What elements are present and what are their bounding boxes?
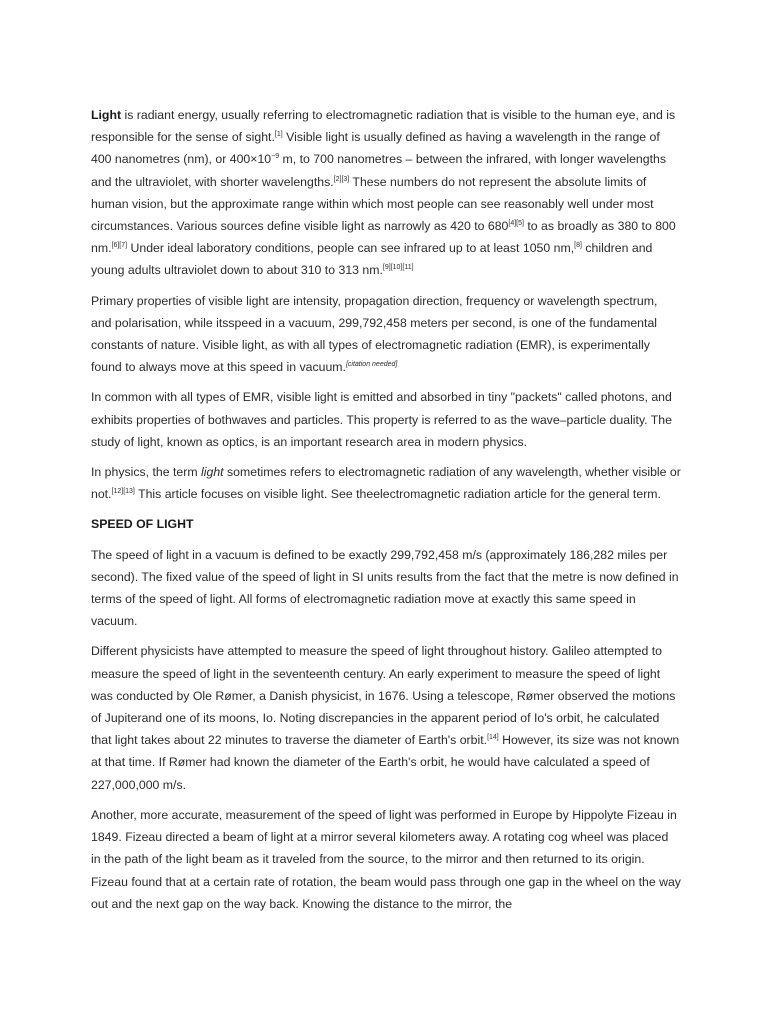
document-page: [91, 104, 681, 923]
text: Visible light is usually defined as having a wavelength in the range of 400 nanometres (nm), or 400×10: [91, 130, 660, 167]
term-light: Light: [91, 108, 122, 122]
citation-ref[interactable]: [9][10][11]: [382, 264, 414, 272]
text: children and young adults ultraviolet down to about 310 to 313 nm.: [91, 241, 653, 278]
citation-ref[interactable]: [1]: [274, 131, 283, 139]
citation-ref[interactable]: [14]: [487, 734, 499, 742]
text: This article focuses on visible light. See theelectromagnetic radiation article for the general term.: [134, 487, 661, 502]
text: is radiant energy, usually referring to electromagnetic radiation that is visible to the human eye, and is responsible for the sense of sight.: [91, 108, 676, 145]
section-heading: SPEED OF LIGHT: [91, 517, 194, 532]
paragraph-intro: [91, 104, 681, 282]
text: In physics, the term: [91, 465, 202, 480]
paragraph-history: [91, 640, 681, 795]
citation-needed[interactable]: [citation needed]: [345, 361, 398, 369]
citation-ref[interactable]: [6][7]: [111, 242, 128, 250]
exponent: −9: [271, 153, 280, 161]
text: Primary properties of visible light are intensity, propagation direction, frequency or wavelength spectrum, and polarisation, while itsspeed in a vacuum, 299,792,458 meters per second, is one of the fundamental constants of nature. Visible light, as with all types of electromagnetic radiation (EMR), is experimentally found to always move at this speed in vacuum.: [91, 293, 658, 375]
text: These numbers do not represent the absolute limits of human vision, but the approximate range within which most people can see reasonably well under most circumstances. Various sources define visible light as narrowly as 420 to 680: [91, 174, 654, 234]
term-light-italic: light: [201, 465, 224, 480]
paragraph-physics: [91, 461, 681, 505]
text: Under ideal laboratory conditions, people can see infrared up to at least 1050 nm,: [127, 241, 575, 256]
paragraph-properties: [91, 290, 681, 379]
paragraph-emr: In common with all types of EMR, visible light is emitted and absorbed in tiny "packets" called photons, and exhibits properties of bothwaves and particles. This property is referred to as the wave–particle duality. The study of light, known as optics, is an important research area in modern physics.: [91, 390, 672, 449]
paragraph-fizeau: Another, more accurate, measurement of the speed of light was performed in Europe by Hippolyte Fizeau in 1849. Fizeau directed a beam of light at a mirror several kilometers away. A rotating cog wheel was placed in the path of the light beam as it traveled from the source, to the mirror and then returned to its origin. Fizeau found that at a certain rate of rotation, the beam would pass through one gap in the wheel on the way out and the next gap on the way back. Knowing the distance to the mirror, the: [91, 807, 681, 911]
text: sometimes refers to electromagnetic radiation of any wavelength, whether visible or not.: [91, 465, 681, 502]
text: to as broadly as 380 to 800 nm.: [91, 219, 676, 256]
citation-ref[interactable]: [2][3]: [333, 175, 350, 183]
citation-ref[interactable]: [4][5]: [508, 220, 524, 228]
text: However, its size was not known at that time. If Rømer had known the diameter of the Earth's orbit, he would have calculated a speed of 227,000,000 m/s.: [91, 733, 680, 792]
text: Different physicists have attempted to measure the speed of light throughout history. Galileo attempted to measure the speed of light in the seventeenth century. An early experiment to measure the speed of light was conducted by Ole Rømer, a Danish physicist, in 1676. Using a telescope, Rømer observed the motions of Jupiterand one of its moons, Io. Noting discrepancies in the apparent period of Io's orbit, he calculated that light takes about 22 minutes to traverse the diameter of Earth's orbit.: [91, 644, 676, 748]
text: m, to 700 nanometres – between the infrared, with longer wavelengths and the ultraviolet, with shorter wavelengths.: [91, 152, 667, 189]
paragraph-speed-defined: The speed of light in a vacuum is defined to be exactly 299,792,458 m/s (approximately 186,282 miles per second). The fixed value of the speed of light in SI units results from the fact that the metre is now defined in terms of the speed of light. All forms of electromagnetic radiation move at exactly this same speed in vacuum.: [91, 547, 679, 629]
citation-ref[interactable]: [12][13]: [111, 488, 135, 496]
citation-ref[interactable]: [8]: [574, 242, 582, 250]
